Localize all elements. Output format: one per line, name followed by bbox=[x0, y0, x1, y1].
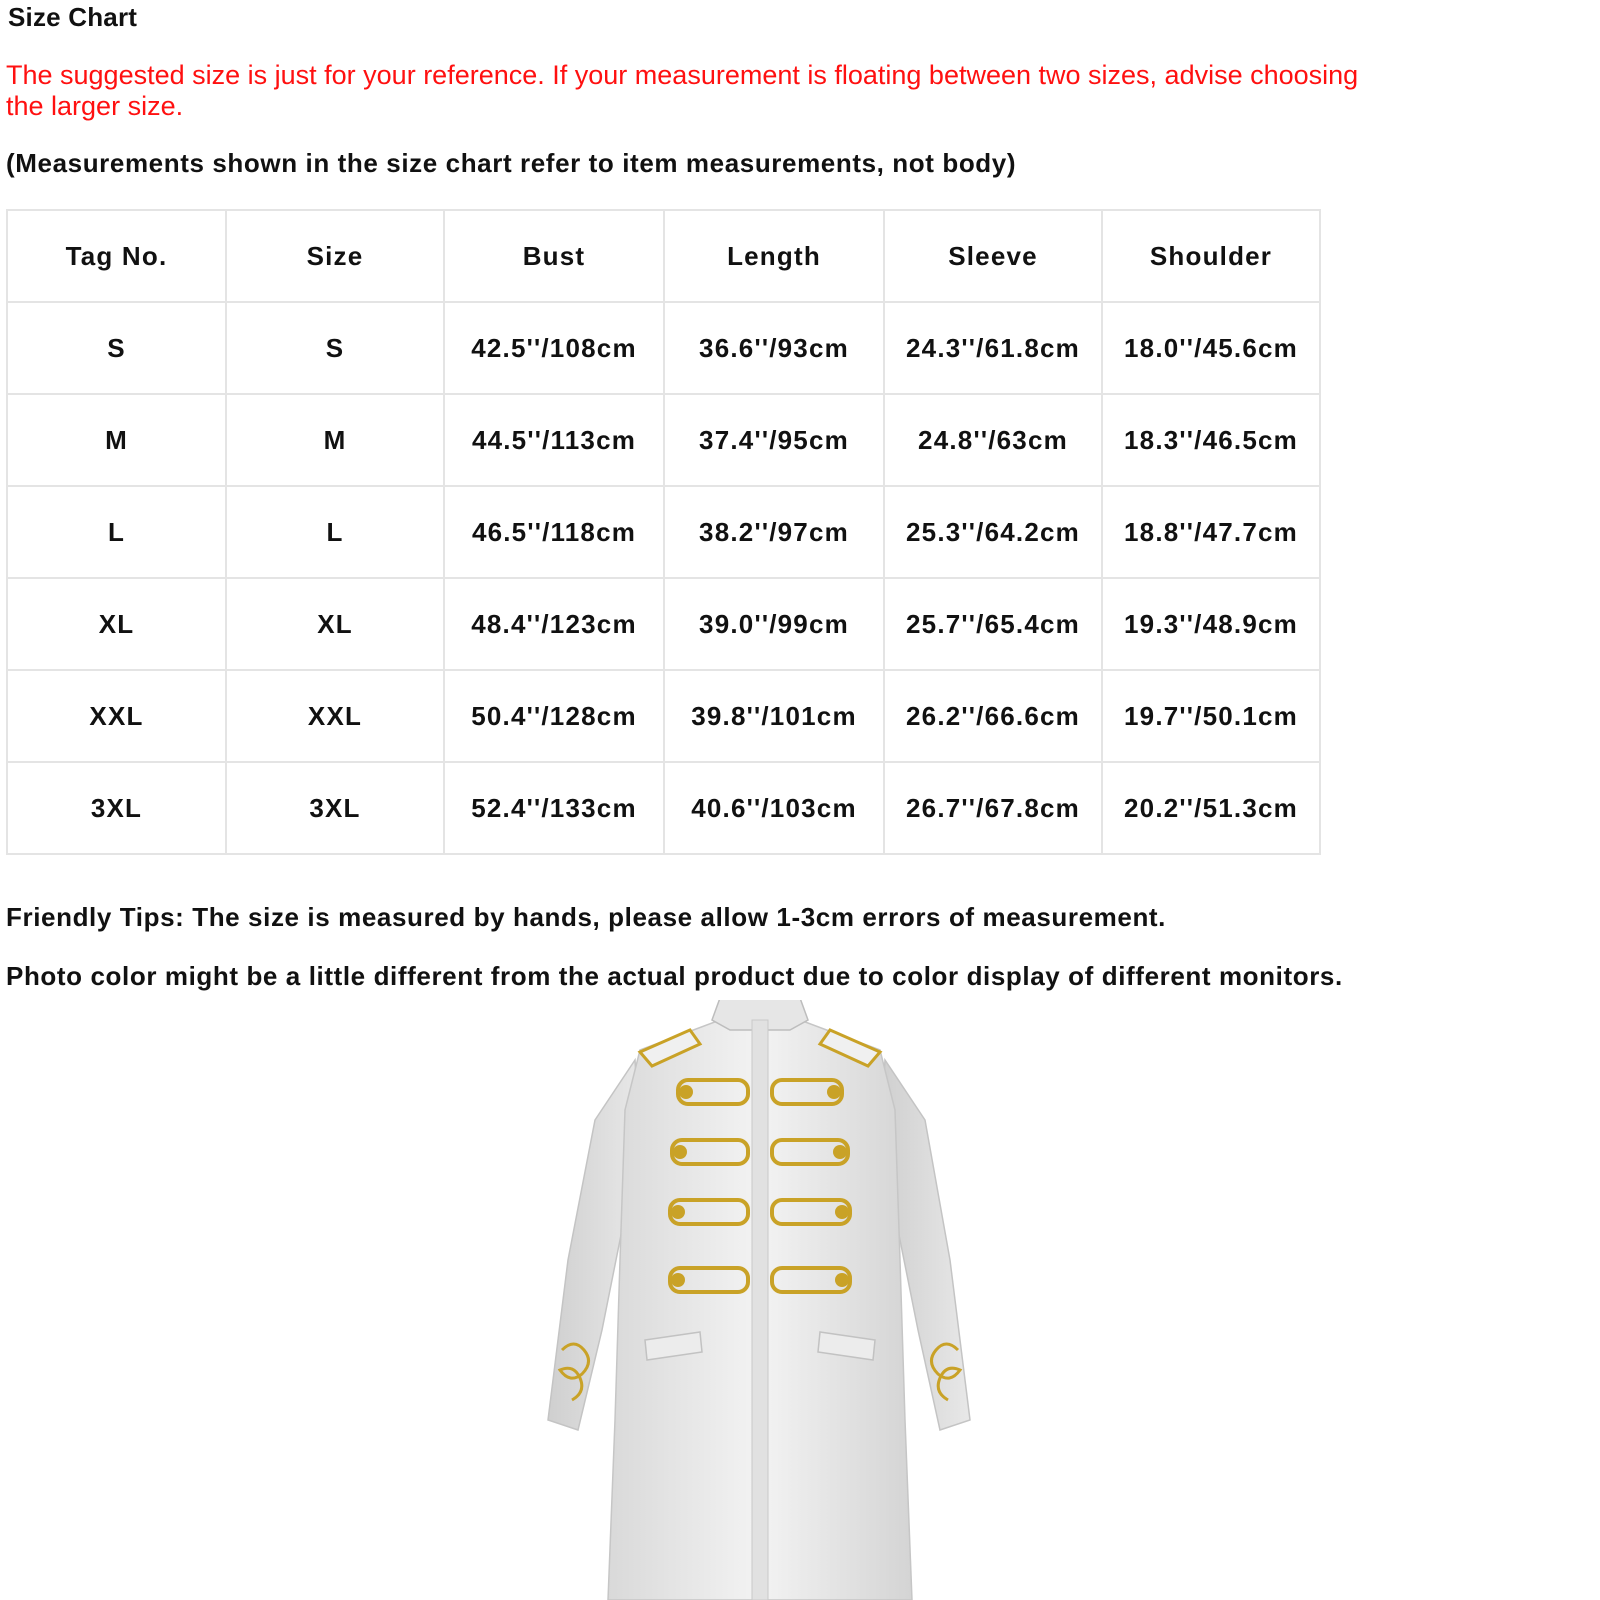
cell-shoulder: 18.0''/45.6cm bbox=[1102, 302, 1320, 394]
cell-bust: 46.5''/118cm bbox=[444, 486, 664, 578]
size-notice-line-1: The suggested size is just for your reference. If your measurement is floating between two sizes, advise choosing bbox=[6, 60, 1359, 90]
measurement-note: (Measurements shown in the size chart refer to item measurements, not body) bbox=[6, 148, 1017, 178]
cell-tag-no: M bbox=[7, 394, 226, 486]
cell-sleeve: 24.8''/63cm bbox=[884, 394, 1102, 486]
cell-shoulder: 18.8''/47.7cm bbox=[1102, 486, 1320, 578]
header-size: Size bbox=[226, 210, 444, 302]
cell-length: 37.4''/95cm bbox=[664, 394, 884, 486]
cell-sleeve: 24.3''/61.8cm bbox=[884, 302, 1102, 394]
cell-tag-no: S bbox=[7, 302, 226, 394]
cell-bust: 48.4''/123cm bbox=[444, 578, 664, 670]
header-length: Length bbox=[664, 210, 884, 302]
cell-tag-no: 3XL bbox=[7, 762, 226, 854]
cell-size: 3XL bbox=[226, 762, 444, 854]
cell-length: 36.6''/93cm bbox=[664, 302, 884, 394]
cell-size: M bbox=[226, 394, 444, 486]
table-row bbox=[7, 762, 1320, 854]
table-row bbox=[7, 394, 1320, 486]
product-photo-coat bbox=[540, 1000, 980, 1600]
cell-length: 38.2''/97cm bbox=[664, 486, 884, 578]
cell-tag-no: L bbox=[7, 486, 226, 578]
cell-bust: 42.5''/108cm bbox=[444, 302, 664, 394]
cell-sleeve: 25.3''/64.2cm bbox=[884, 486, 1102, 578]
cell-length: 39.0''/99cm bbox=[664, 578, 884, 670]
cell-length: 40.6''/103cm bbox=[664, 762, 884, 854]
friendly-tip: Friendly Tips: The size is measured by hands, please allow 1-3cm errors of measurement. bbox=[6, 902, 1167, 932]
cell-length: 39.8''/101cm bbox=[664, 670, 884, 762]
header-tag-no: Tag No. bbox=[7, 210, 226, 302]
header-sleeve: Sleeve bbox=[884, 210, 1102, 302]
cell-shoulder: 20.2''/51.3cm bbox=[1102, 762, 1320, 854]
cell-shoulder: 18.3''/46.5cm bbox=[1102, 394, 1320, 486]
cell-tag-no: XXL bbox=[7, 670, 226, 762]
cell-size: XL bbox=[226, 578, 444, 670]
header-shoulder: Shoulder bbox=[1102, 210, 1320, 302]
table-row bbox=[7, 670, 1320, 762]
cell-bust: 44.5''/113cm bbox=[444, 394, 664, 486]
front-opening bbox=[752, 1020, 768, 1600]
table-header-row bbox=[7, 210, 1320, 302]
color-disclaimer: Photo color might be a little different from the actual product due to color display of different monitors. bbox=[6, 961, 1343, 991]
cell-sleeve: 26.7''/67.8cm bbox=[884, 762, 1102, 854]
cell-shoulder: 19.3''/48.9cm bbox=[1102, 578, 1320, 670]
cell-bust: 50.4''/128cm bbox=[444, 670, 664, 762]
cell-sleeve: 26.2''/66.6cm bbox=[884, 670, 1102, 762]
table-row bbox=[7, 302, 1320, 394]
size-notice-line-2: the larger size. bbox=[6, 91, 184, 121]
cell-size: XXL bbox=[226, 670, 444, 762]
header-bust: Bust bbox=[444, 210, 664, 302]
page-title: Size Chart bbox=[8, 2, 138, 32]
table-row bbox=[7, 578, 1320, 670]
cell-bust: 52.4''/133cm bbox=[444, 762, 664, 854]
table-row bbox=[7, 486, 1320, 578]
cell-shoulder: 19.7''/50.1cm bbox=[1102, 670, 1320, 762]
cell-size: L bbox=[226, 486, 444, 578]
cell-size: S bbox=[226, 302, 444, 394]
cell-sleeve: 25.7''/65.4cm bbox=[884, 578, 1102, 670]
cell-tag-no: XL bbox=[7, 578, 226, 670]
size-chart-table bbox=[6, 209, 1321, 855]
size-notice bbox=[6, 60, 1600, 122]
